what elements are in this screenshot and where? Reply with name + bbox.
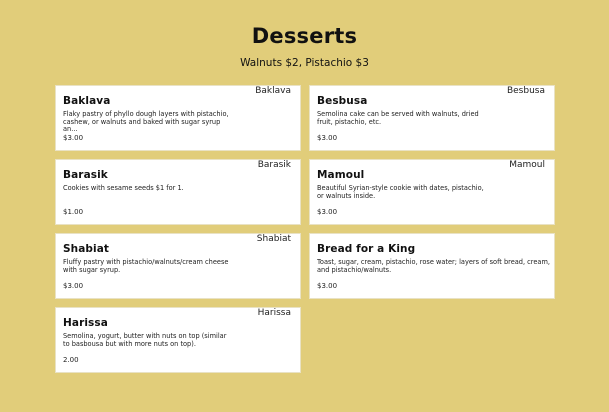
menu-item-name: Baklava: [63, 95, 111, 107]
menu-item-description: Semolina, yogurt, butter with nuts on top (similar to basbousa but with more nuts on top).: [63, 332, 227, 348]
menu-item-description: Semolina cake can be served with walnuts, dried fruit, pistachio, etc.: [317, 110, 479, 126]
menu-item-price: 2.00: [63, 356, 79, 364]
menu-item-card[interactable]: [309, 85, 555, 151]
menu-item-card[interactable]: [309, 233, 555, 299]
page-title: Desserts: [251, 24, 358, 48]
menu-item-image-alt: Harissa: [257, 308, 291, 318]
menu-item-card[interactable]: [55, 85, 301, 151]
menu-item-name: Besbusa: [317, 95, 368, 107]
menu-item-price: $3.00: [63, 282, 84, 290]
menu-item-description: Flaky pastry of phyllo dough layers with pistachio, cashew, or walnuts and baked with sugar syrup an...: [63, 110, 229, 134]
menu-item-price: $3.00: [317, 134, 338, 142]
menu-item-name: Mamoul: [317, 169, 365, 181]
menu-item-image-alt: Barasik: [257, 160, 291, 170]
menu-item-card[interactable]: [309, 159, 555, 225]
menu-item-image-alt: Besbusa: [506, 86, 545, 96]
menu-item-image-alt: Mamoul: [509, 160, 545, 170]
menu-item-description: Toast, sugar, cream, pistachio, rose water; layers of soft bread, cream, and pistachio/walnuts.: [317, 258, 550, 274]
menu-item-name: Bread for a King: [317, 243, 416, 255]
menu-item-card[interactable]: [55, 159, 301, 225]
menu-item-card[interactable]: [55, 233, 301, 299]
menu-item-price: $3.00: [317, 208, 338, 216]
menu-item-description: Beautiful Syrian-style cookie with dates, pistachio, or walnuts inside.: [317, 184, 484, 200]
menu-item-name: Shabiat: [63, 243, 110, 255]
menu-item-description: Fluffy pastry with pistachio/walnuts/cream cheese with sugar syrup.: [63, 258, 229, 274]
menu-item-price: $3.00: [63, 134, 84, 142]
menu-item-image-alt: Baklava: [255, 86, 291, 96]
menu-item-name: Barasik: [63, 169, 108, 181]
menu-item-price: $3.00: [317, 282, 338, 290]
menu-item-description: Cookies with sesame seeds $1 for 1.: [63, 184, 184, 192]
menu-item-price: $1.00: [63, 208, 84, 216]
page-subtitle: Walnuts $2, Pistachio $3: [240, 57, 369, 69]
menu-item-card[interactable]: [55, 307, 301, 373]
menu-item-name: Harissa: [63, 317, 108, 329]
menu-item-image-alt: Shabiat: [256, 234, 291, 244]
